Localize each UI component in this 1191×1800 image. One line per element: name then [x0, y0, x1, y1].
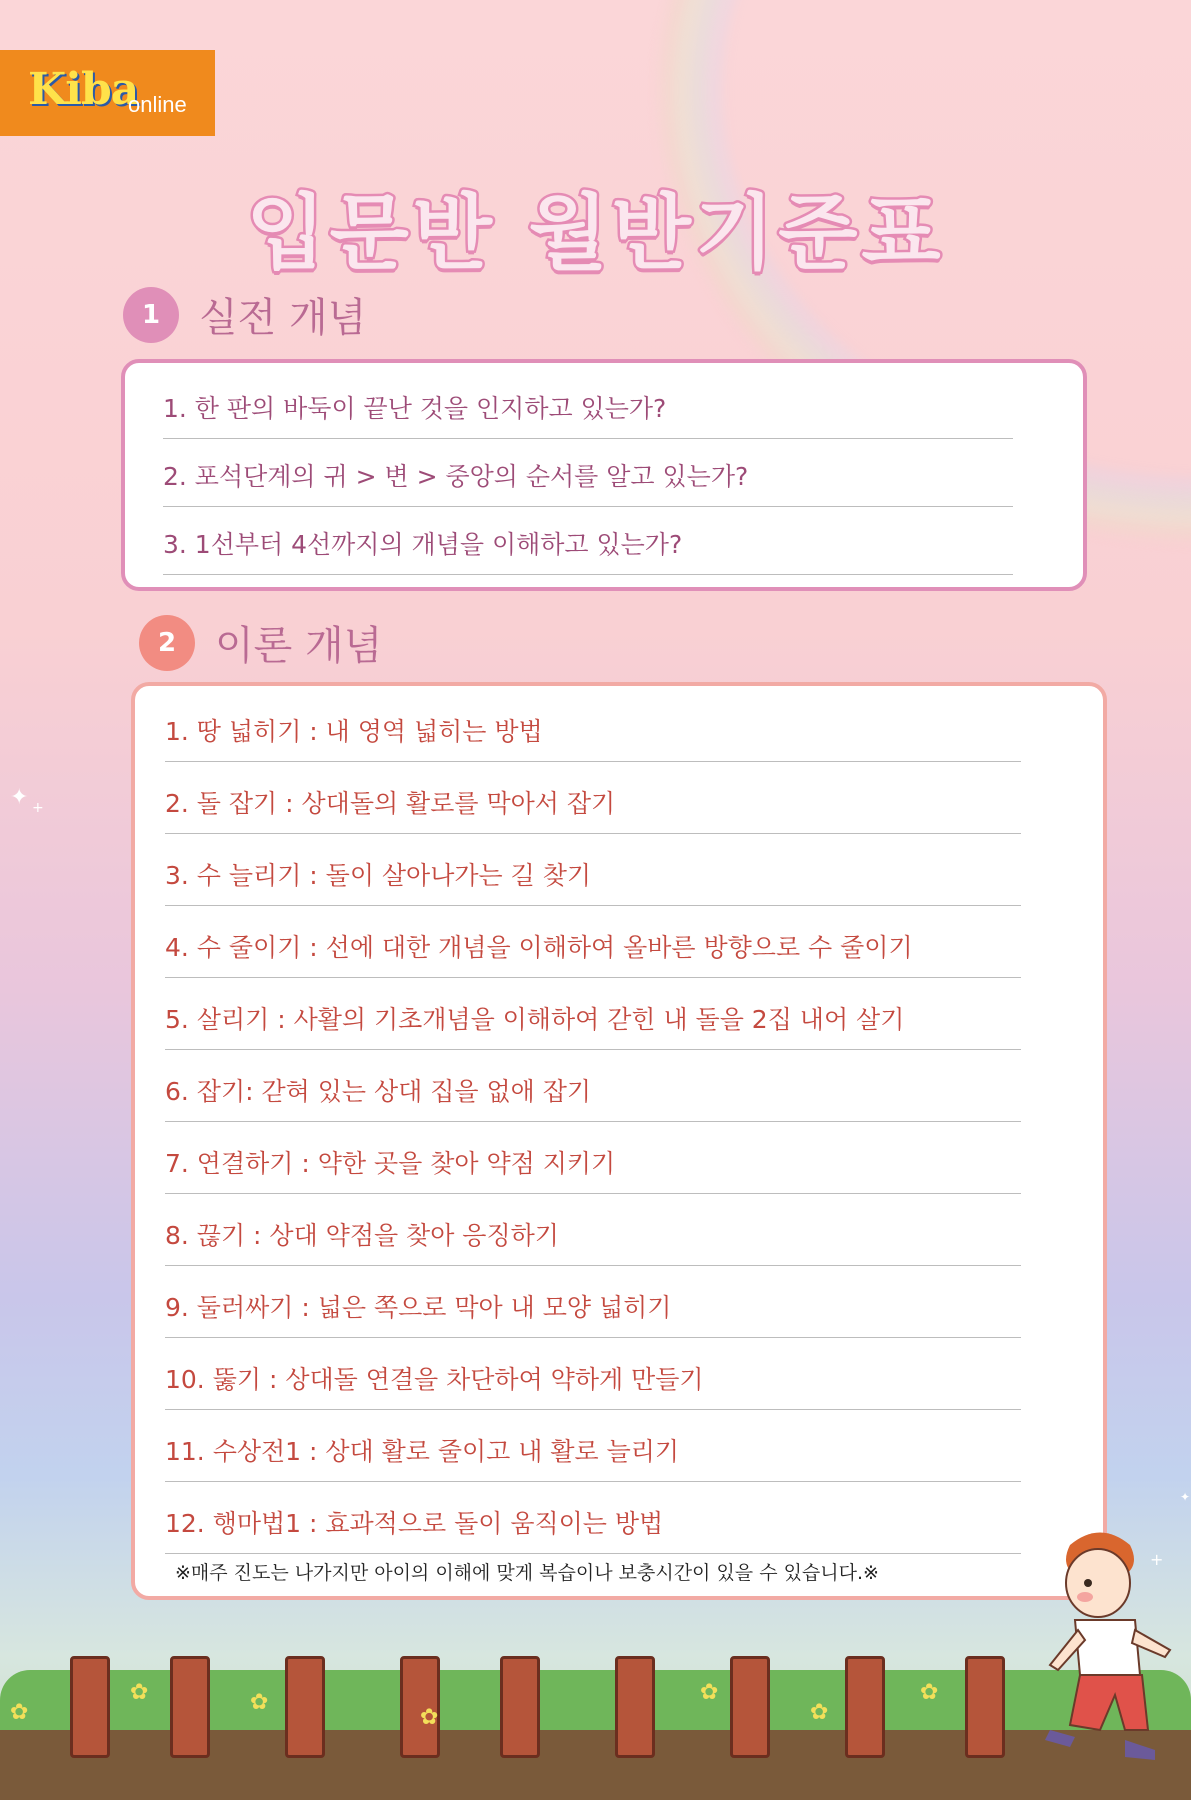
flower-icon: ✿ — [700, 1680, 719, 1705]
page-title: 입문반 월반기준표 — [246, 186, 945, 281]
list-item: 8. 끊기 : 상대 약점을 찾아 응징하기 — [165, 1208, 1021, 1266]
fence-post — [70, 1656, 110, 1758]
section2-number-badge: 2 — [139, 615, 195, 671]
fence-post — [170, 1656, 210, 1758]
section1-header — [123, 286, 366, 343]
sparkle-icon: ✦ — [1180, 1490, 1191, 1504]
boy-face — [1066, 1549, 1130, 1617]
list-item: 9. 둘러싸기 : 넓은 쪽으로 막아 내 모양 넓히기 — [165, 1280, 1021, 1338]
boy-shoe — [1125, 1740, 1155, 1760]
fence-post — [615, 1656, 655, 1758]
flower-icon: ✿ — [130, 1680, 149, 1705]
logo-brand: Kiba — [28, 64, 139, 115]
flower-icon: ✿ — [810, 1700, 829, 1725]
list-item: 1. 한 판의 바둑이 끝난 것을 인지하고 있는가? — [163, 383, 1013, 439]
logo-suffix: online — [128, 92, 187, 117]
sparkle-icon: + — [32, 800, 44, 816]
section2-card — [131, 682, 1107, 1600]
list-item: 3. 수 늘리기 : 돌이 살아나가는 길 찾기 — [165, 848, 1021, 906]
flower-icon: ✿ — [10, 1700, 29, 1725]
list-item: 4. 수 줄이기 : 선에 대한 개념을 이해하여 올바른 방향으로 수 줄이기 — [165, 920, 1021, 978]
sparkle-icon: ✦ — [10, 785, 29, 810]
footnote: ※매주 진도는 나가지만 아이의 이해에 맞게 복습이나 보충시간이 있을 수 있습니다.※ — [175, 1562, 879, 1584]
boy-cheek — [1077, 1592, 1093, 1602]
boy-shoe — [1045, 1730, 1075, 1747]
list-item: 7. 연결하기 : 약한 곳을 찾아 약점 지키기 — [165, 1136, 1021, 1194]
list-item: 2. 포석단계의 귀 > 변 > 중앙의 순서를 알고 있는가? — [163, 451, 1013, 507]
section1-card — [121, 359, 1087, 591]
list-item: 11. 수상전1 : 상대 활로 줄이고 내 활로 늘리기 — [165, 1424, 1021, 1482]
flower-icon: ✿ — [420, 1705, 439, 1730]
boy-eye — [1084, 1579, 1092, 1587]
fence-post — [965, 1656, 1005, 1758]
ground-decoration — [0, 1650, 1191, 1800]
fence-post — [285, 1656, 325, 1758]
list-item: 3. 1선부터 4선까지의 개념을 이해하고 있는가? — [163, 519, 1013, 575]
section2-header — [139, 614, 382, 671]
list-item: 1. 땅 넓히기 : 내 영역 넓히는 방법 — [165, 704, 1021, 762]
sparkle-icon: + — [1150, 1550, 1164, 1569]
section1-number-badge: 1 — [123, 287, 179, 343]
section2-title: 이론 개념 — [215, 623, 383, 669]
section1-title: 실전 개념 — [199, 295, 367, 341]
boy-illustration — [1030, 1525, 1180, 1775]
list-item: 2. 돌 잡기 : 상대돌의 활로를 막아서 잡기 — [165, 776, 1021, 834]
list-item: 12. 행마법1 : 효과적으로 돌이 움직이는 방법 — [165, 1496, 1021, 1554]
fence-post — [500, 1656, 540, 1758]
boy-pants — [1070, 1675, 1148, 1730]
list-item: 10. 뚫기 : 상대돌 연결을 차단하여 약하게 만들기 — [165, 1352, 1021, 1410]
fence-post — [845, 1656, 885, 1758]
list-item: 6. 잡기: 갇혀 있는 상대 집을 없애 잡기 — [165, 1064, 1021, 1122]
flower-icon: ✿ — [920, 1680, 939, 1705]
kiba-logo[interactable] — [0, 50, 215, 136]
flower-icon: ✿ — [250, 1690, 269, 1715]
list-item: 5. 살리기 : 사활의 기초개념을 이해하여 갇힌 내 돌을 2집 내어 살기 — [165, 992, 1021, 1050]
boy-shirt — [1075, 1620, 1140, 1675]
fence-post — [730, 1656, 770, 1758]
